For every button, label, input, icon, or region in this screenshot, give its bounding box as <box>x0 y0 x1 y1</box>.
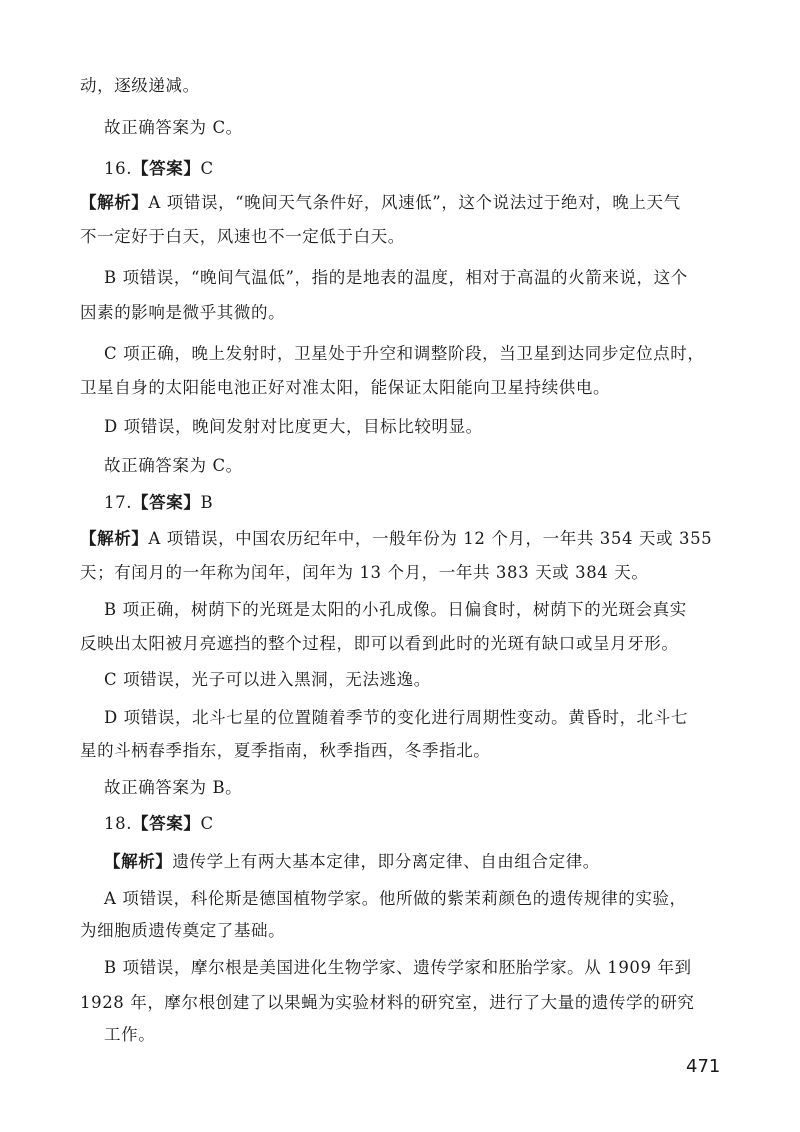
text-line: 工作。 <box>104 1025 156 1044</box>
text-line: 为细胞质遗传奠定了基础。 <box>80 921 286 940</box>
text-line: 星的斗柄春季指东，夏季指南，秋季指西，冬季指北。 <box>80 741 491 760</box>
answer-label: 【答案】 <box>132 493 201 512</box>
answer-value: B <box>200 493 214 512</box>
answer-label: 【答案】 <box>132 814 201 833</box>
text-line: 天；有闰月的一年称为闰年，闰年为 13 个月，一年共 383 天或 384 天。 <box>80 563 649 582</box>
text-line: 故正确答案为 C。 <box>104 456 243 475</box>
explanation-text: A 项错误，“晚间天气条件好，风速低”，这个说法过于绝对，晚上天气 <box>148 193 681 212</box>
text-line: B 项错误，摩尔根是美国进化生物学家、遗传学家和胚胎学家。从 1909 年到 <box>104 958 692 977</box>
question-number: 17. <box>104 493 133 512</box>
answer-heading-16 <box>104 158 214 180</box>
text-line: C 项错误，光子可以进入黑洞，无法逃逸。 <box>104 670 431 689</box>
text-line: B 项正确，树荫下的光斑是太阳的小孔成像。日偏食时，树荫下的光斑会真实 <box>104 600 687 619</box>
question-number: 16. <box>104 159 133 178</box>
text-line: 反映出太阳被月亮遮挡的整个过程，即可以看到此时的光斑有缺口或呈月牙形。 <box>80 634 679 653</box>
text-line: D 项错误，北斗七星的位置随着季节的变化进行周期性变动。黄昏时，北斗七 <box>104 708 688 727</box>
answer-value: C <box>200 159 214 178</box>
text-line: C 项正确，晚上发射时，卫星处于升空和调整阶段，当卫星到达同步定位点时， <box>104 344 705 363</box>
answer-heading-17 <box>104 492 213 514</box>
text-line: 1928 年，摩尔根创建了以果蝇为实验材料的研究室，进行了大量的遗传学的研究 <box>80 993 695 1012</box>
explanation-label: 【解析】 <box>104 852 173 871</box>
explanation-line-17 <box>80 528 712 550</box>
text-line: 卫星自身的太阳能电池正好对准太阳，能保证太阳能向卫星持续供电。 <box>80 378 611 397</box>
text-line: 故正确答案为 C。 <box>104 118 243 137</box>
text-line: B 项错误，“晚间气温低”，指的是地表的温度，相对于高温的火箭来说，这个 <box>104 268 688 287</box>
answer-value: C <box>200 814 214 833</box>
text-line: A 项错误，科伦斯是德国植物学家。他所做的紫茉莉颜色的遗传规律的实验， <box>104 889 687 908</box>
explanation-line-18 <box>104 851 600 873</box>
text-line: 故正确答案为 B。 <box>104 778 243 797</box>
question-number: 18. <box>104 814 133 833</box>
explanation-label: 【解析】 <box>80 193 149 212</box>
text-line: 不一定好于白天，风速也不一定低于白天。 <box>80 227 405 246</box>
explanation-text: 遗传学上有两大基本定律，即分离定律、自由组合定律。 <box>172 852 600 871</box>
text-line: 动，逐级递减。 <box>80 76 200 95</box>
text-line: 因素的影响是微乎其微的。 <box>80 303 286 322</box>
answer-label: 【答案】 <box>132 159 201 178</box>
explanation-text: A 项错误，中国农历纪年中，一般年份为 12 个月，一年共 354 天或 355 <box>148 529 713 548</box>
text-line: D 项错误，晚间发射对比度更大，目标比较明显。 <box>104 417 483 436</box>
page-number: 471 <box>686 1056 721 1077</box>
explanation-line-16 <box>80 192 681 214</box>
explanation-label: 【解析】 <box>80 529 149 548</box>
answer-heading-18 <box>104 813 214 835</box>
